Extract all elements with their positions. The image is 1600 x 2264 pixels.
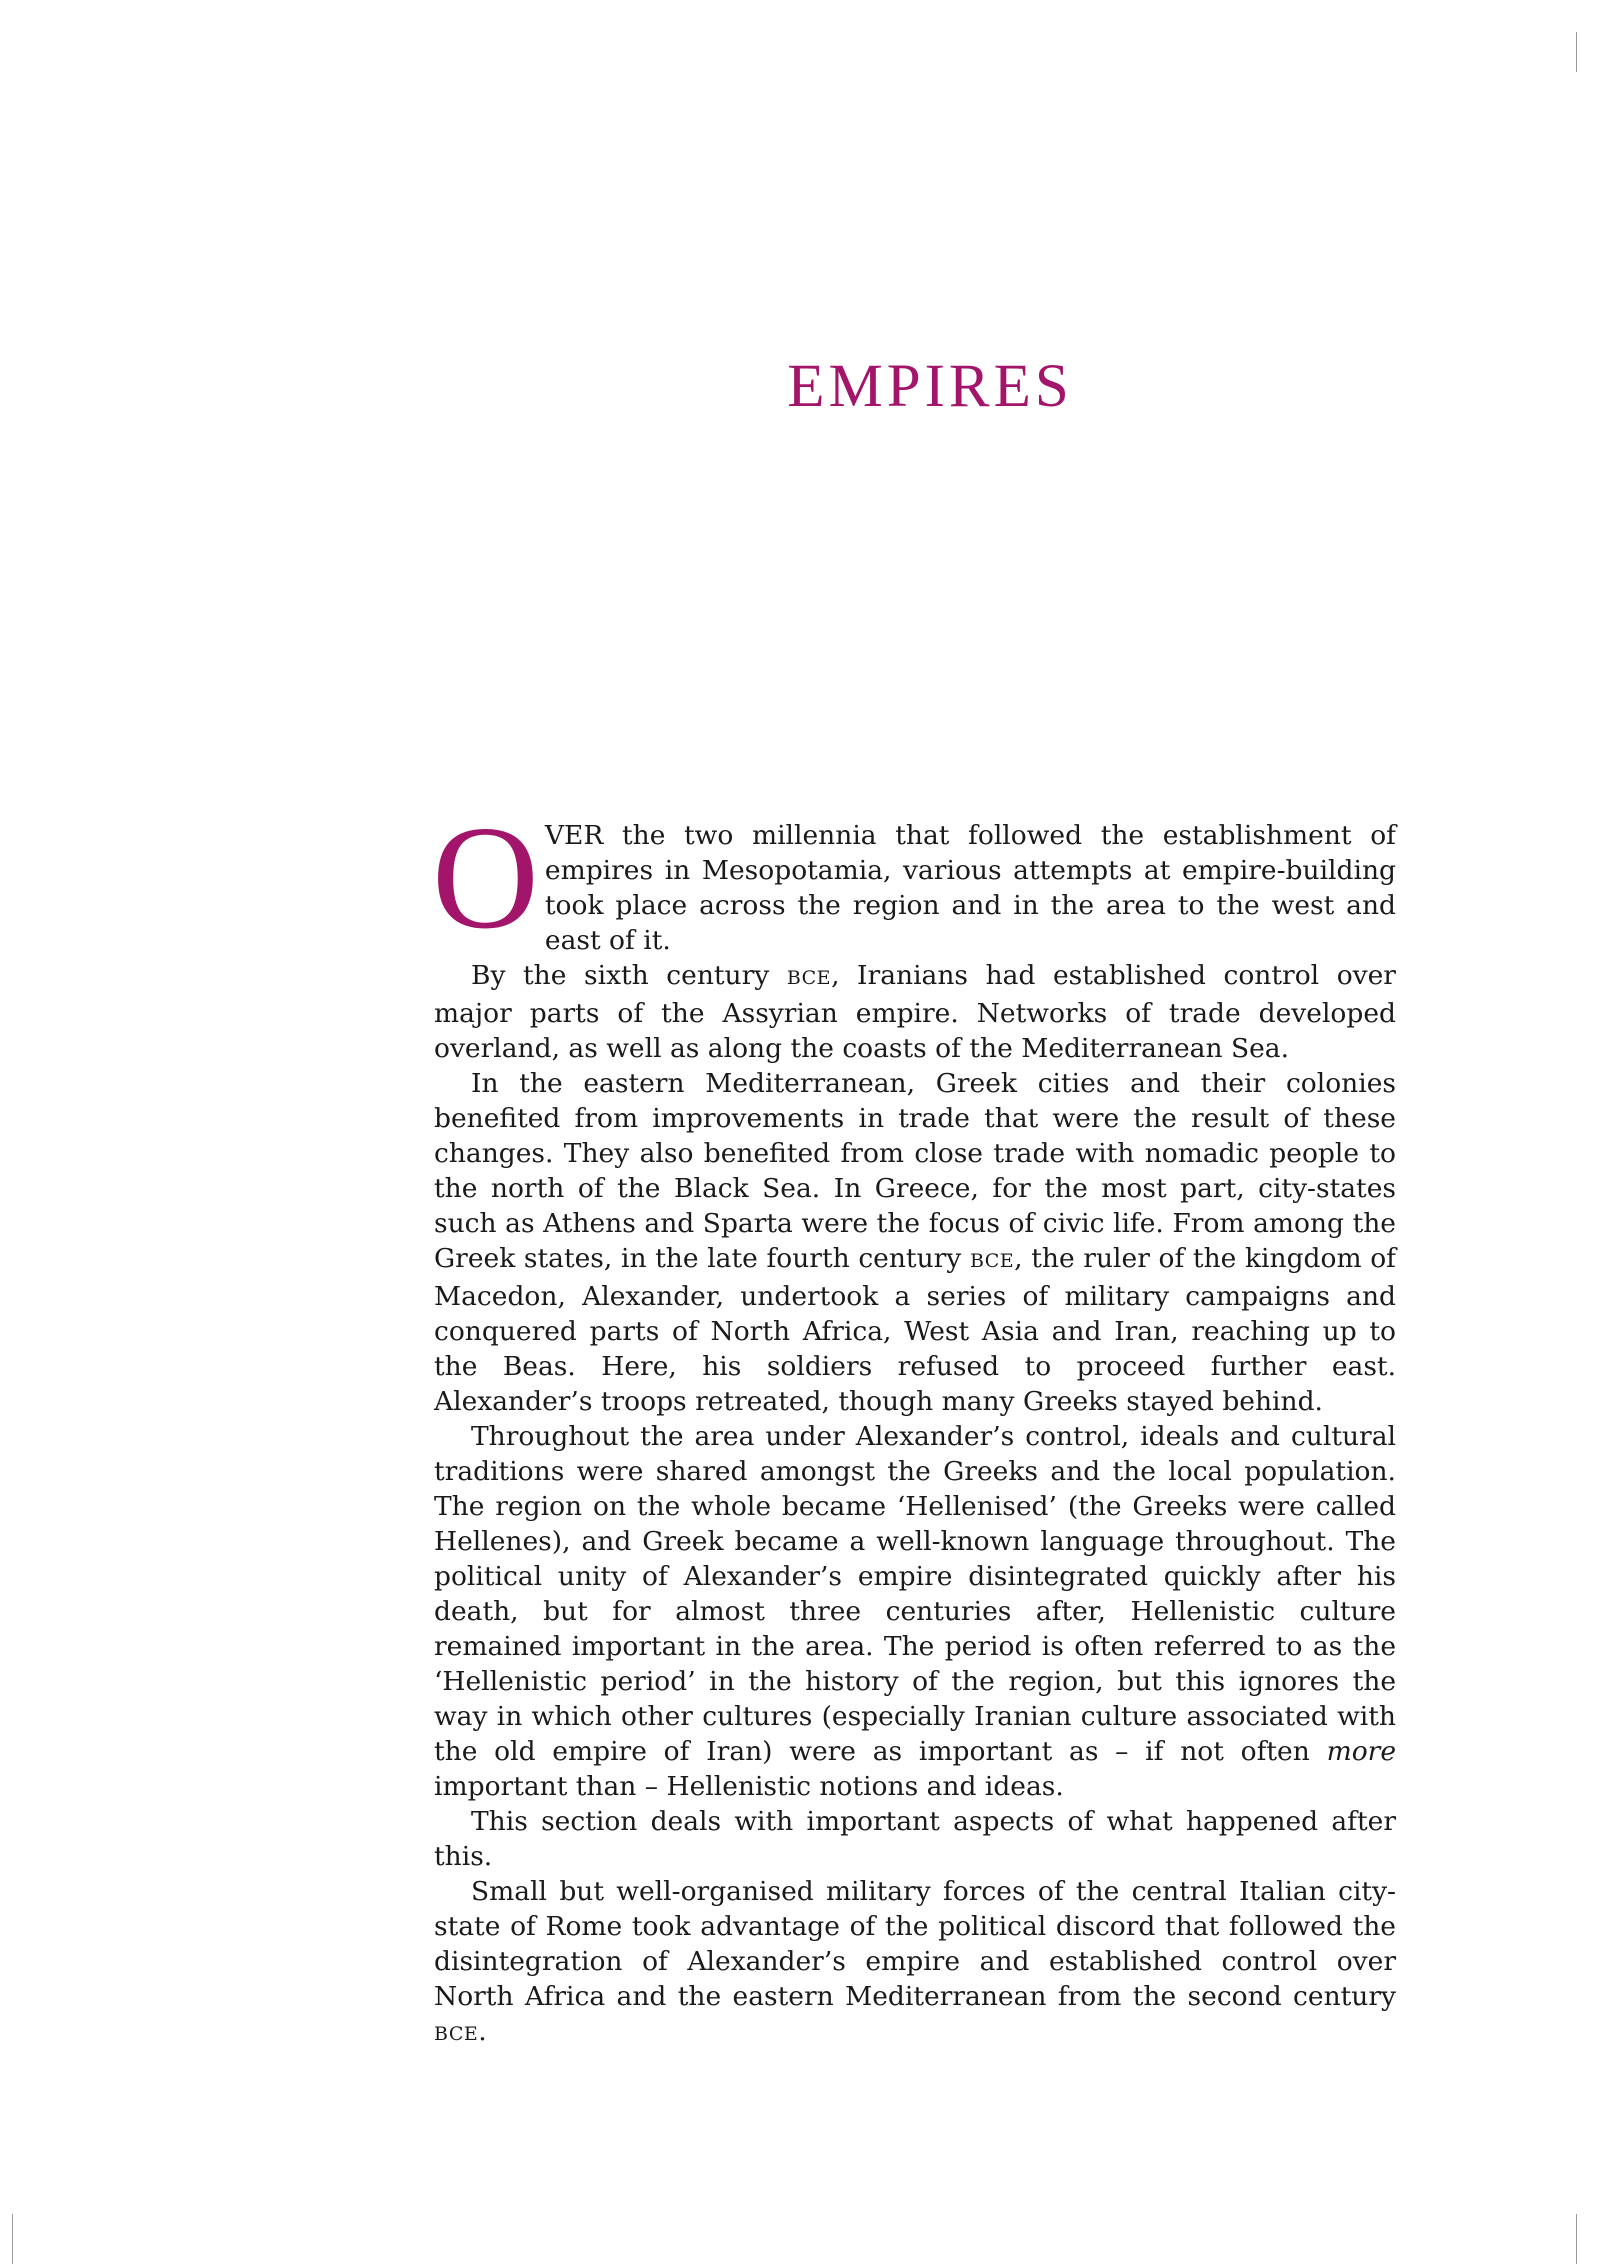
paragraph-6-text-a: Small but well-organised military forces of the central Italian city-state of Rome took advantage of the political discord that followed the disintegration of Alexander’s empire and established control over North Africa and the eastern Mediterranean from the second century — [434, 1876, 1396, 2012]
emphasis: more — [1326, 1736, 1396, 1767]
paragraph-3-text-b: , the ruler of the kingdom of Macedon, Alexander, undertook a series of military campaigns and conquered parts of North Africa, West Asia and Iran, reaching up to the Beas. Here, his soldiers refused to proceed further east. Alexander’s troops retreated, though many Greeks stayed behind. — [434, 1243, 1396, 1417]
paragraph-4-text-b: important than – Hellenistic notions and ideas. — [434, 1771, 1064, 1802]
era-abbreviation: BCE — [434, 2023, 479, 2045]
paragraph-6-text-b: . — [478, 2016, 487, 2047]
paragraph-1 — [432, 796, 1396, 960]
paragraph-1-text: VER the two millennia that followed the establishment of empires in Mesopotamia, various attempts at empire-building took place across the region and in the area to the west and east of it. — [544, 820, 1396, 956]
paragraph-5: This section deals with important aspects of what happened after this. — [434, 1806, 1396, 1872]
paragraph-6 — [434, 1874, 1396, 2052]
body-text — [432, 796, 1396, 2052]
chapter-title: EMPIRES — [787, 353, 1073, 420]
era-abbreviation: BCE — [969, 1250, 1015, 1272]
paragraph-4 — [434, 1419, 1396, 1804]
paragraph-2-text-b: , Iranians had established control over major parts of the Assyrian empire. Networks of trade developed overland, as well as along the coasts of the Mediterranean Sea. — [434, 960, 1396, 1064]
paragraph-3 — [434, 1066, 1396, 1419]
crop-mark-bottom-left — [12, 2214, 13, 2264]
drop-cap: O — [432, 796, 539, 960]
paragraph-3-text-a: In the eastern Mediterranean, Greek cities and their colonies benefited from improvements in trade that were the result of these changes. They also benefited from close trade with nomadic people to the north of the Black Sea. In Greece, for the most part, city-states such as Athens and Sparta were the focus of civic life. From among the Greek states, in the late fourth century — [434, 1068, 1396, 1274]
paragraph-2-text-a: By the sixth century — [471, 960, 787, 991]
era-abbreviation: BCE — [786, 967, 832, 989]
paragraph-2 — [434, 958, 1396, 1066]
paragraph-4-text-a: Throughout the area under Alexander’s control, ideals and cultural traditions were shared amongst the Greeks and the local population. The region on the whole became ‘Hellenised’ (the Greeks were called Hellenes), and Greek became a well-known language throughout. The political unity of Alexander’s empire disintegrated quickly after his death, but for almost three centuries after, Hellenistic culture remained important in the area. The period is often referred to as the ‘Hellenistic period’ in the history of the region, but this ignores the way in which other cultures (especially Iranian culture associated with the old empire of Iran) were as important as – if not often — [434, 1421, 1396, 1767]
crop-mark-top-right — [1576, 32, 1577, 72]
crop-mark-bottom-right — [1576, 2214, 1577, 2264]
